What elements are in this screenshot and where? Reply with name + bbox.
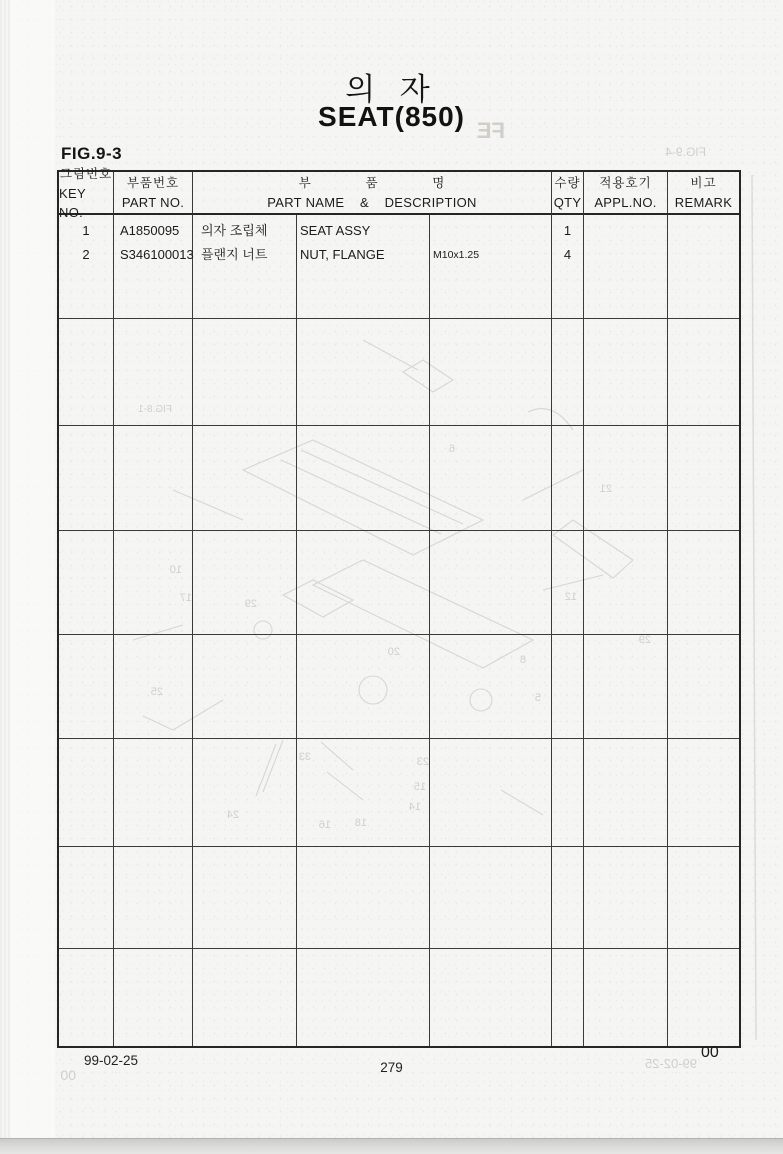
- empty-cell: [193, 847, 297, 949]
- empty-cell: [114, 949, 193, 1046]
- column-header-part-no: [114, 172, 193, 215]
- empty-cell: [552, 531, 584, 635]
- empty-cell: [193, 319, 297, 426]
- footer-revision-code: 00: [701, 1044, 719, 1061]
- empty-cell: [430, 531, 552, 635]
- ghost-text: 25: [150, 686, 163, 698]
- empty-cell: [668, 739, 739, 847]
- empty-cell: [430, 739, 552, 847]
- column-header-appl-no-ko: 적용호기: [599, 176, 652, 190]
- footer-date: 99-02-25: [84, 1053, 139, 1068]
- column-header-part-no-en: PART NO.: [121, 195, 185, 210]
- column-header-key-no: [59, 166, 114, 220]
- qty-value: 1: [563, 223, 572, 238]
- cell-part-no: [114, 215, 193, 319]
- ghost-text: 8: [519, 654, 526, 666]
- column-header-key-no-ko: 그림번호: [59, 166, 113, 181]
- part-name-en-value: NUT, FLANGE: [300, 247, 385, 262]
- page-title-korean: 의 자: [345, 72, 438, 107]
- column-header-remark-ko: 비고: [690, 176, 717, 190]
- empty-cell: [668, 847, 739, 949]
- figure-label: FIG.9-3: [61, 144, 123, 163]
- column-header-part-name-en: PART NAME & DESCRIPTION: [267, 195, 477, 210]
- scan-edge-bottom: [0, 1138, 783, 1154]
- column-header-qty-en: QTY: [553, 195, 582, 210]
- ghost-text: 18: [354, 817, 367, 829]
- ghost-text: 20: [387, 646, 400, 658]
- ghost-text: 29: [638, 634, 651, 646]
- empty-cell: [668, 949, 739, 1046]
- empty-cell: [297, 531, 430, 635]
- empty-cell: [552, 635, 584, 739]
- ghost-text: 5: [534, 692, 541, 704]
- empty-cell: [297, 949, 430, 1046]
- empty-cell: [193, 531, 297, 635]
- empty-cell: [114, 531, 193, 635]
- empty-cell: [552, 847, 584, 949]
- empty-cell: [114, 426, 193, 531]
- part-name-ko-value: 의자 조립체: [201, 223, 268, 238]
- empty-cell: [114, 739, 193, 847]
- empty-cell: [59, 531, 114, 635]
- column-header-qty-ko: 수량: [554, 176, 581, 190]
- empty-cell: [193, 635, 297, 739]
- ghost-text: FE: [476, 118, 505, 143]
- ghost-text: 15: [413, 781, 426, 793]
- empty-cell: [193, 739, 297, 847]
- empty-cell: [297, 319, 430, 426]
- empty-cell: [430, 635, 552, 739]
- cell-remark: [668, 215, 739, 319]
- empty-cell: [59, 739, 114, 847]
- empty-cell: [430, 426, 552, 531]
- empty-cell: [584, 635, 668, 739]
- cell-qty: [552, 215, 584, 319]
- empty-cell: [552, 426, 584, 531]
- empty-cell: [584, 739, 668, 847]
- part-name-en-value: SEAT ASSY: [300, 223, 371, 238]
- empty-cell: [584, 531, 668, 635]
- empty-cell: [552, 739, 584, 847]
- ghost-text: 33: [298, 751, 311, 763]
- page-title-english: SEAT(850): [318, 101, 465, 132]
- empty-cell: [584, 949, 668, 1046]
- empty-cell: [59, 426, 114, 531]
- footer-page-number: 279: [380, 1060, 403, 1075]
- empty-cell: [430, 949, 552, 1046]
- column-header-appl-no: [584, 172, 668, 215]
- ghost-text: 99-02-25: [644, 1056, 697, 1071]
- empty-cell: [297, 847, 430, 949]
- empty-cell: [193, 426, 297, 531]
- part-name-ko-value: 플랜지 너트: [201, 247, 268, 262]
- empty-cell: [668, 635, 739, 739]
- cell-description: [430, 215, 552, 319]
- key-no-value: 2: [82, 247, 90, 262]
- empty-cell: [552, 319, 584, 426]
- ghost-text: 00: [60, 1067, 76, 1083]
- empty-cell: [297, 426, 430, 531]
- part-no-value: S346100013: [120, 247, 194, 262]
- empty-cell: [297, 739, 430, 847]
- column-header-remark: [668, 172, 739, 215]
- ghost-text: 16: [318, 819, 331, 831]
- empty-cell: [114, 847, 193, 949]
- empty-cell: [114, 635, 193, 739]
- cell-appl-no: [584, 215, 668, 319]
- column-header-part-no-ko: 부품번호: [126, 176, 180, 190]
- cell-key-no: [59, 215, 114, 319]
- column-header-remark-en: REMARK: [674, 195, 733, 210]
- ghost-text: 12: [564, 591, 577, 603]
- empty-cell: [430, 847, 552, 949]
- ghost-text: FIG.8-1: [138, 404, 172, 415]
- empty-cell: [584, 319, 668, 426]
- empty-cell: [59, 949, 114, 1046]
- empty-cell: [584, 847, 668, 949]
- empty-cell: [552, 949, 584, 1046]
- column-header-appl-no-en: APPL.NO.: [594, 195, 657, 210]
- cell-part-name-korean: [193, 215, 297, 319]
- ghost-text: 29: [244, 598, 257, 610]
- empty-cell: [297, 635, 430, 739]
- empty-cell: [59, 847, 114, 949]
- ghost-text: FIG.9-4: [665, 145, 706, 159]
- spec-value: M10x1.25: [433, 249, 480, 261]
- ghost-text: 14: [408, 801, 421, 813]
- key-no-value: 1: [82, 223, 90, 238]
- empty-cell: [114, 319, 193, 426]
- empty-cell: [59, 319, 114, 426]
- empty-cell: [193, 949, 297, 1046]
- ghost-text: 21: [599, 483, 612, 495]
- ghost-text: 23: [416, 756, 429, 768]
- column-header-part-name-ko: 부 품 명: [298, 176, 446, 190]
- ghost-text: 17: [179, 592, 192, 604]
- empty-cell: [668, 319, 739, 426]
- column-header-part-name: [193, 172, 552, 215]
- column-header-qty: [552, 172, 584, 215]
- part-no-value: A1850095: [120, 223, 180, 238]
- spec-value: [433, 219, 551, 243]
- parts-table: [57, 166, 741, 1048]
- empty-cell: [59, 635, 114, 739]
- empty-cell: [584, 426, 668, 531]
- column-header-key-no-en: KEY NO.: [59, 185, 86, 220]
- ghost-text: 24: [226, 809, 239, 821]
- empty-cell: [430, 319, 552, 426]
- ghost-text: 10: [169, 564, 182, 576]
- empty-cell: [668, 426, 739, 531]
- ghost-text: 6: [448, 443, 455, 455]
- cell-part-name-english: [297, 215, 430, 319]
- empty-cell: [668, 531, 739, 635]
- qty-value: 4: [563, 247, 572, 262]
